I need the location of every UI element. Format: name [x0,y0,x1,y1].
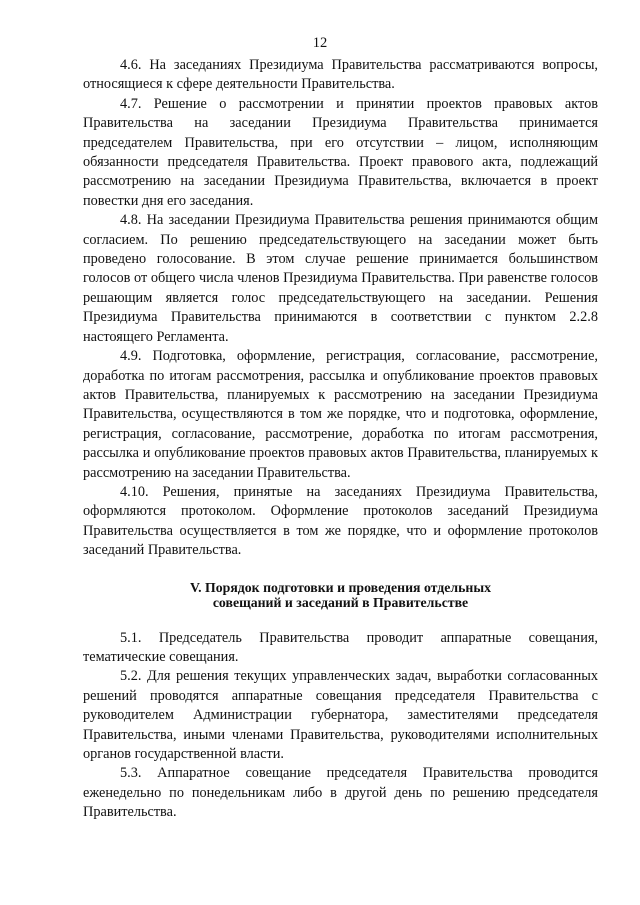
paragraph-4-9: 4.9. Подготовка, оформление, регистрация, согласование, рассмотрение, доработка по итогам рассмотрения, рассылка и опубликование проектов правовых актов Правительства, планируемых к рассмотрению на заседании Президиума Правительства, осуществляются в том же порядке, что и подготовка, оформление, регистрация, согласование, рассмотрение, доработка по итогам рассмотрения, рассылка и опубликование проектов правовых актов Правительства, планируемых к рассмотрению на заседании Правительства. [83,348,598,481]
section-heading-line-2: совещаний и заседаний в Правительстве [212,594,469,610]
paragraph-4-6: 4.6. На заседаниях Президиума Правительства рассматриваются вопросы, относящиеся к сфере деятельности Правительства. [83,57,598,93]
paragraph-5-1: 5.1. Председатель Правительства проводит аппаратные совещания, тематические совещания. [83,629,598,665]
paragraph-4-7: 4.7. Решение о рассмотрении и принятии проектов правовых актов Правительства на заседании Президиума Правительства принимается председателем Правительства, при его отсутствии – лицом, исполняющим обязанности председателя Правительства. Проект правового акта, подлежащий рассмотрению на заседании Президиума Правительства, включается в проект повестки дня его заседания. [83,95,598,209]
section-heading [83,580,598,610]
document-body [83,56,598,823]
paragraph-5-2: 5.2. Для решения текущих управленческих задач, выработки согласованных решений проводятся аппаратные совещания председателя Правительства с руководителем Администрации губернатора, заместителями председателя Правительства, иными членами Правительства, руководителями исполнительных органов государственной власти. [83,668,598,762]
page-number: 12 [312,35,328,51]
paragraph-4-10: 4.10. Решения, принятые на заседаниях Президиума Правительства, оформляются протоколом. Оформление протоколов заседаний Президиума Правительства осуществляется в том же порядке, что и оформление протоколов заседаний Правительства. [83,483,598,559]
paragraph-4-8: 4.8. На заседании Президиума Правительства решения принимаются общим согласием. По решению председательствующего на заседании может быть проведено голосование. В этом случае решение принимается большинством голосов от общего числа членов Президиума Правительства. При равенстве голосов решающим является голос председательствующего на заседании. Решения Президиума Правительства принимаются в соответствии с пунктом 2.2.8 настоящего Регламента. [83,212,598,345]
section-heading-line-1: V. Порядок подготовки и проведения отдельных [189,579,492,595]
paragraph-5-3: 5.3. Аппаратное совещание председателя Правительства проводится еженедельно по понедельникам либо в другой день по решению председателя Правительства. [83,765,598,821]
